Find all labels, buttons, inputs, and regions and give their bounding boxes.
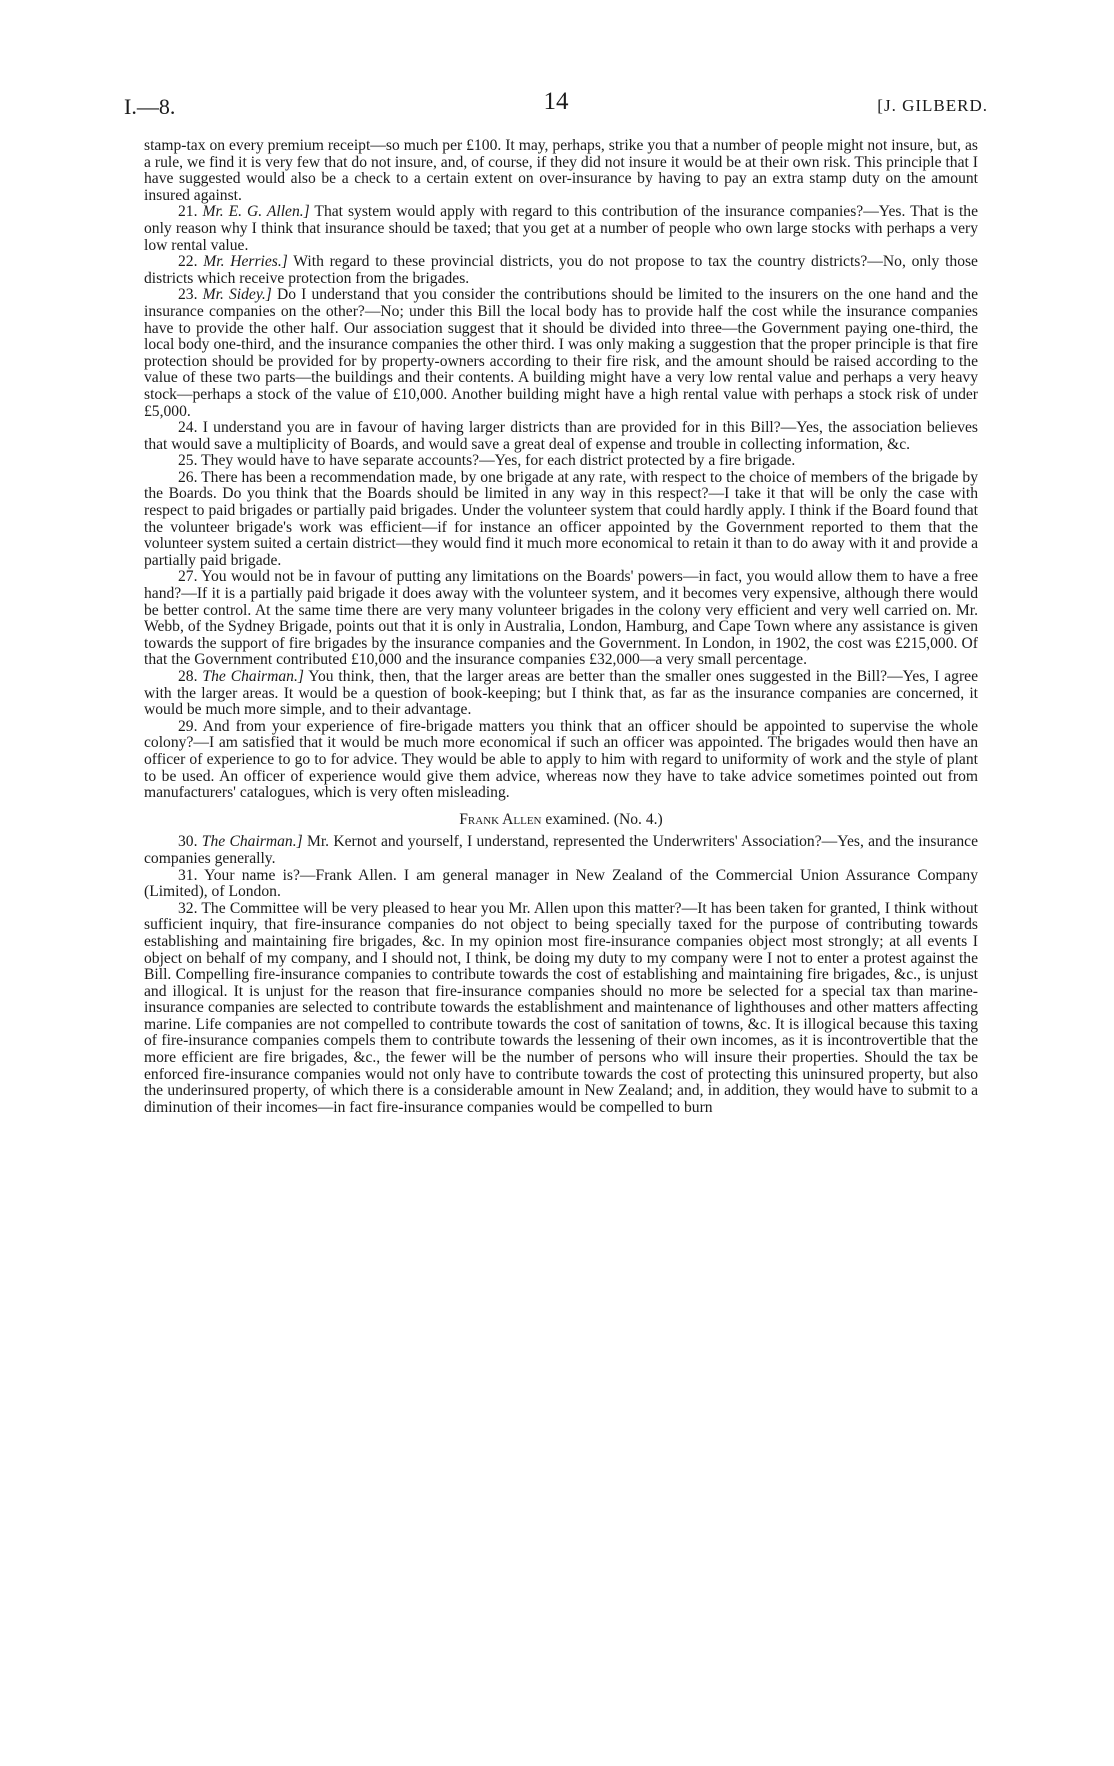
section-heading-rest: examined. (No. 4.) bbox=[541, 810, 663, 828]
paragraph-text: With regard to these provincial districts, you do not propose to tax the country districts?—No, only those districts which receive protection from the brigades. bbox=[144, 253, 978, 287]
paragraph-text: And from your experience of fire-brigade matters you think that an officer should be appointed to supervise the whole colony?—I am satisfied that it would be much more economical if such an officer was appointed. The brigades would then have an officer of experience to go to for advice. They would be able to apply to him with regard to uniformity of work and the style of plant to be used. An officer of experience would give them advice, whereas now they have to take advice sometimes pointed out from manufacturers' catalogues, which is very often misleading. bbox=[144, 717, 978, 802]
witness-heading-name: Frank Allen bbox=[459, 810, 542, 828]
question-number: 28. bbox=[178, 668, 198, 685]
paragraph bbox=[144, 569, 978, 669]
speaker: The Chairman.] bbox=[202, 668, 304, 685]
witness-name: [J. GILBERD. bbox=[877, 96, 988, 115]
question-number: 25. bbox=[178, 452, 198, 470]
question-number: 21. bbox=[178, 203, 198, 221]
paragraph-text: There has been a recommendation made, by one brigade at any rate, with respect to the choice of members of the brigade by the Boards. Do you think that the Boards should be limited in any way in this respect?—I take it that will be only the case with respect to paid brigades or partially paid brigades. Under the volunteer system that could hardly apply. I think if the Board found that the volunteer brigade's work was efficient—if for instance an officer appointed by the Government reported to them that the volunteer system suited a certain district—they would find it much more economical to retain it than to do away with it and provide a partially paid brigade. bbox=[144, 468, 978, 569]
paragraph bbox=[144, 669, 978, 719]
paragraph-text: You would not be in favour of putting any limitations on the Boards' powers—in fact, you would allow them to have a free hand?—If it is a partially paid brigade it does away with the volunteer system, and it becomes very expensive, although there would be better control. At the same time there are very many volunteer brigades in the colony very efficient and very well carried on. Mr. Webb, of the Sydney Brigade, points out that it is only in Australia, London, Hamburg, and Cape Town where any assistance is given towards the support of fire brigades by the insurance companies and the Government. In London, in 1902, the cost was £215,000. Of that the Government contributed £10,000 and the insurance companies £32,000—a very small percentage. bbox=[144, 568, 978, 669]
paragraph-text: Your name is?—Frank Allen. I am general manager in New Zealand of the Commercial Union Assurance Company (Limited), of London. bbox=[144, 866, 978, 901]
paragraph-text: Mr. Kernot and yourself, I understand, represented the Underwriters' Association?—Yes, and the insurance companies generally. bbox=[144, 833, 979, 867]
paragraph bbox=[144, 868, 978, 901]
page-number: 14 bbox=[543, 88, 569, 115]
paragraph: stamp-tax on every premium receipt—so much per £100. It may, perhaps, strike you that a number of people might not insure, but, as a rule, we find it is very few that do not insure, and, of course, if they did not insure it would be at their own risk. This principle that I have suggested would also be a check to a certain extent on over-insurance by having to pay an extra stamp duty on the amount insured against. bbox=[144, 137, 978, 204]
speaker: The Chairman.] bbox=[201, 833, 303, 851]
paragraph bbox=[144, 420, 978, 453]
question-number: 30. bbox=[178, 833, 198, 851]
paragraph bbox=[144, 254, 978, 287]
question-number: 22. bbox=[178, 253, 198, 271]
question-number: 29. bbox=[178, 717, 198, 735]
paragraph-text: The Committee will be very pleased to hear you Mr. Allen upon this matter?—It has been taken for granted, I think without sufficient inquiry, that fire-insurance companies do not object to being specially taxed for the purpose of contributing towards establishing and maintaining fire brigades, &c. In my opinion most fire-insurance companies object most strongly; at all events I object on behalf of my company, and I should not, I think, be doing my duty to my company were I not to enter a protest against the Bill. Compelling fire-insurance companies to contribute towards the cost of establishing and maintaining fire brigades, &c., is unjust and illogical. It is unjust for the reason that fire-insurance companies should no more be selected for a special tax than marine-insurance companies are selected to contribute towards the establishment and maintenance of lighthouses and other matters affecting marine. Life companies are not compelled to contribute towards the cost of sanitation of towns, &c. It is illogical because this taxing of fire-insurance companies compels them to contribute towards the lessening of their own incomes, as it is incontrovertible that the more efficient are fire brigades, &c., the fewer will be the number of persons who will insure their properties. Should the tax be enforced fire-insurance companies would not only have to contribute towards the cost of protecting this uninsured property, but also the underinsured property, of which there is a considerable amount in New Zealand; and, in addition, they would have to submit to a diminution of their incomes—in fact fire-insurance companies would be compelled to burn bbox=[144, 899, 978, 1116]
speaker: Mr. Sidey.] bbox=[202, 286, 272, 304]
paragraph-text: You think, then, that the larger areas are better than the smaller ones suggested in the Bill?—Yes, I agree with the larger areas. It would be a question of book-keeping; but I think that, as far as the insurance companies are concerned, it would be much more simple, and to their advantage. bbox=[144, 668, 978, 719]
paragraph bbox=[144, 901, 978, 1117]
speaker: Mr. E. G. Allen.] bbox=[202, 203, 310, 221]
paragraph bbox=[144, 834, 978, 867]
paragraph-text: I understand you are in favour of having larger districts than are provided for in this Bill?—Yes, the association believes that would save a multiplicity of Boards, and would save a great deal of expense and trouble in collecting information, &c. bbox=[144, 419, 978, 453]
question-number: 26. bbox=[178, 468, 198, 486]
section-heading bbox=[144, 812, 978, 829]
paragraph bbox=[144, 287, 978, 420]
paper-reference: I.—8. bbox=[124, 94, 176, 119]
paragraph bbox=[144, 470, 978, 570]
paragraph bbox=[144, 719, 978, 802]
speaker: Mr. Herries.] bbox=[203, 253, 288, 271]
paragraph bbox=[144, 204, 978, 254]
question-number: 31. bbox=[178, 866, 198, 884]
body-text bbox=[144, 138, 978, 1116]
paragraph bbox=[144, 453, 978, 470]
question-number: 24. bbox=[178, 419, 198, 437]
question-number: 23. bbox=[178, 286, 198, 304]
paragraph-text: They would have to have separate accounts?—Yes, for each district protected by a fire brigade. bbox=[197, 452, 796, 470]
paragraph-text: That system would apply with regard to this contribution of the insurance companies?—Yes. That is the only reason why I think that insurance should be taxed; that you get at a number of people who own large stocks with perhaps a very low rental value. bbox=[144, 203, 979, 254]
paragraph-text: Do I understand that you consider the contributions should be limited to the insurers on the one hand and the insurance companies on the other?—No; under this Bill the local body has to provide half the cost while the insurance companies have to provide the other half. Our association suggest that it should be divided into three—the Government paying one-third, the local body one-third, and the insurance companies the other third. I was only making a suggestion that the proper principle is that fire protection should be provided for by property-owners according to their fire risk, and the amount should be raised according to the value of these two parts—the buildings and their contents. A building might have a very low rental value and perhaps a very heavy stock—perhaps a stock of the value of £10,000. Another building might have a high rental value with perhaps a stock risk of under £5,000. bbox=[144, 286, 978, 420]
question-number: 27. bbox=[178, 568, 198, 586]
question-number: 32. bbox=[178, 899, 198, 917]
page-header bbox=[124, 88, 988, 124]
